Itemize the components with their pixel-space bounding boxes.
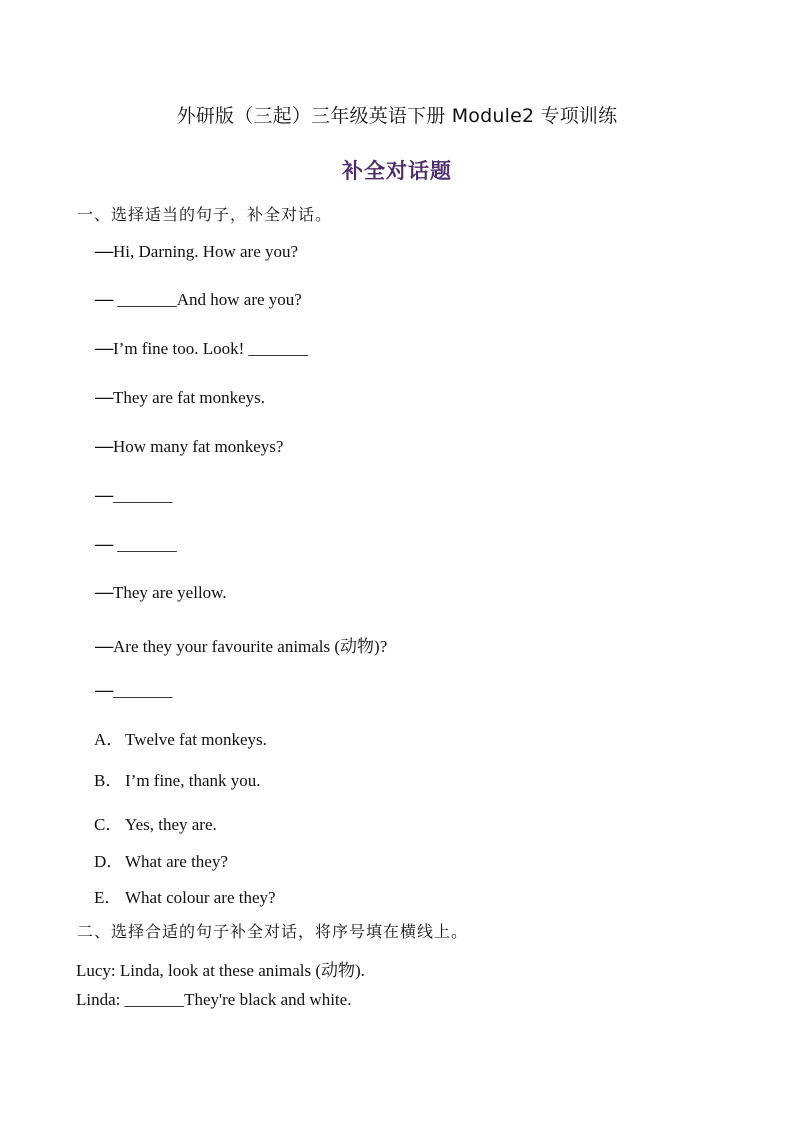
dialogue-line-4 <box>94 388 265 408</box>
option-letter: A． <box>94 730 124 749</box>
option-text: What colour are they? <box>125 888 276 907</box>
option-letter: E． <box>94 888 122 907</box>
section-2-heading: 二、选择合适的句子补全对话，将序号填在横线上。 <box>77 922 469 941</box>
dialogue-dash: — <box>94 339 115 359</box>
dialogue-dash: — <box>94 290 115 310</box>
dialogue-text: They are fat monkeys. <box>113 388 265 407</box>
dialogue-dash: — <box>94 242 115 262</box>
option-a <box>94 725 267 750</box>
dialogue-dash: — <box>94 437 115 457</box>
dialogue-text: I’m fine too. Look! _______ <box>113 339 308 358</box>
dialogue-line-8 <box>94 583 227 603</box>
dialogue-line-5 <box>94 437 283 457</box>
dialogue-text: _______And how are you? <box>113 290 302 309</box>
option-letter: D． <box>94 852 124 871</box>
option-c <box>94 810 217 835</box>
option-letter: B． <box>94 771 123 790</box>
option-text: What are they? <box>125 852 228 871</box>
option-d <box>94 847 228 872</box>
dialogue-text: _______ <box>113 535 177 554</box>
dialogue-text: They are yellow. <box>113 583 227 602</box>
dialogue-text: Hi, Darning. How are you? <box>113 242 299 261</box>
option-b <box>94 766 261 791</box>
dialogue-line-6 <box>94 486 173 506</box>
dialogue-text: _______ <box>113 681 173 700</box>
dialogue-dash: — <box>94 535 115 555</box>
dialogue-dash: — <box>94 583 115 603</box>
dialogue-line-3 <box>94 339 308 359</box>
option-text: I’m fine, thank you. <box>125 771 261 790</box>
dialogue-text: _______ <box>113 486 173 505</box>
option-e <box>94 883 276 908</box>
section-2-line-1: Lucy: Linda, look at these animals (动物). <box>76 961 365 980</box>
dialogue-text: How many fat monkeys? <box>113 437 284 456</box>
dialogue-line-10 <box>94 681 173 701</box>
dialogue-dash: — <box>94 681 115 701</box>
dialogue-line-2 <box>94 290 302 310</box>
document-title: 外研版（三起）三年级英语下册 Module2 专项训练 <box>176 105 618 127</box>
section-1-heading: 一、选择适当的句子，补全对话。 <box>77 205 333 224</box>
option-text: Twelve fat monkeys. <box>125 730 267 749</box>
dialogue-line-7 <box>94 535 177 555</box>
document-subtitle: 补全对话题 <box>342 159 452 183</box>
option-letter: C． <box>94 815 123 834</box>
option-text: Yes, they are. <box>125 815 217 834</box>
dialogue-line-9 <box>94 632 387 657</box>
dialogue-line-1 <box>94 242 298 262</box>
section-2-line-2: Linda: _______They're black and white. <box>76 990 352 1009</box>
dialogue-dash: — <box>94 486 115 506</box>
dialogue-dash: — <box>94 637 115 657</box>
dialogue-text: Are they your favourite animals (动物)? <box>113 637 388 656</box>
dialogue-dash: — <box>94 388 115 408</box>
